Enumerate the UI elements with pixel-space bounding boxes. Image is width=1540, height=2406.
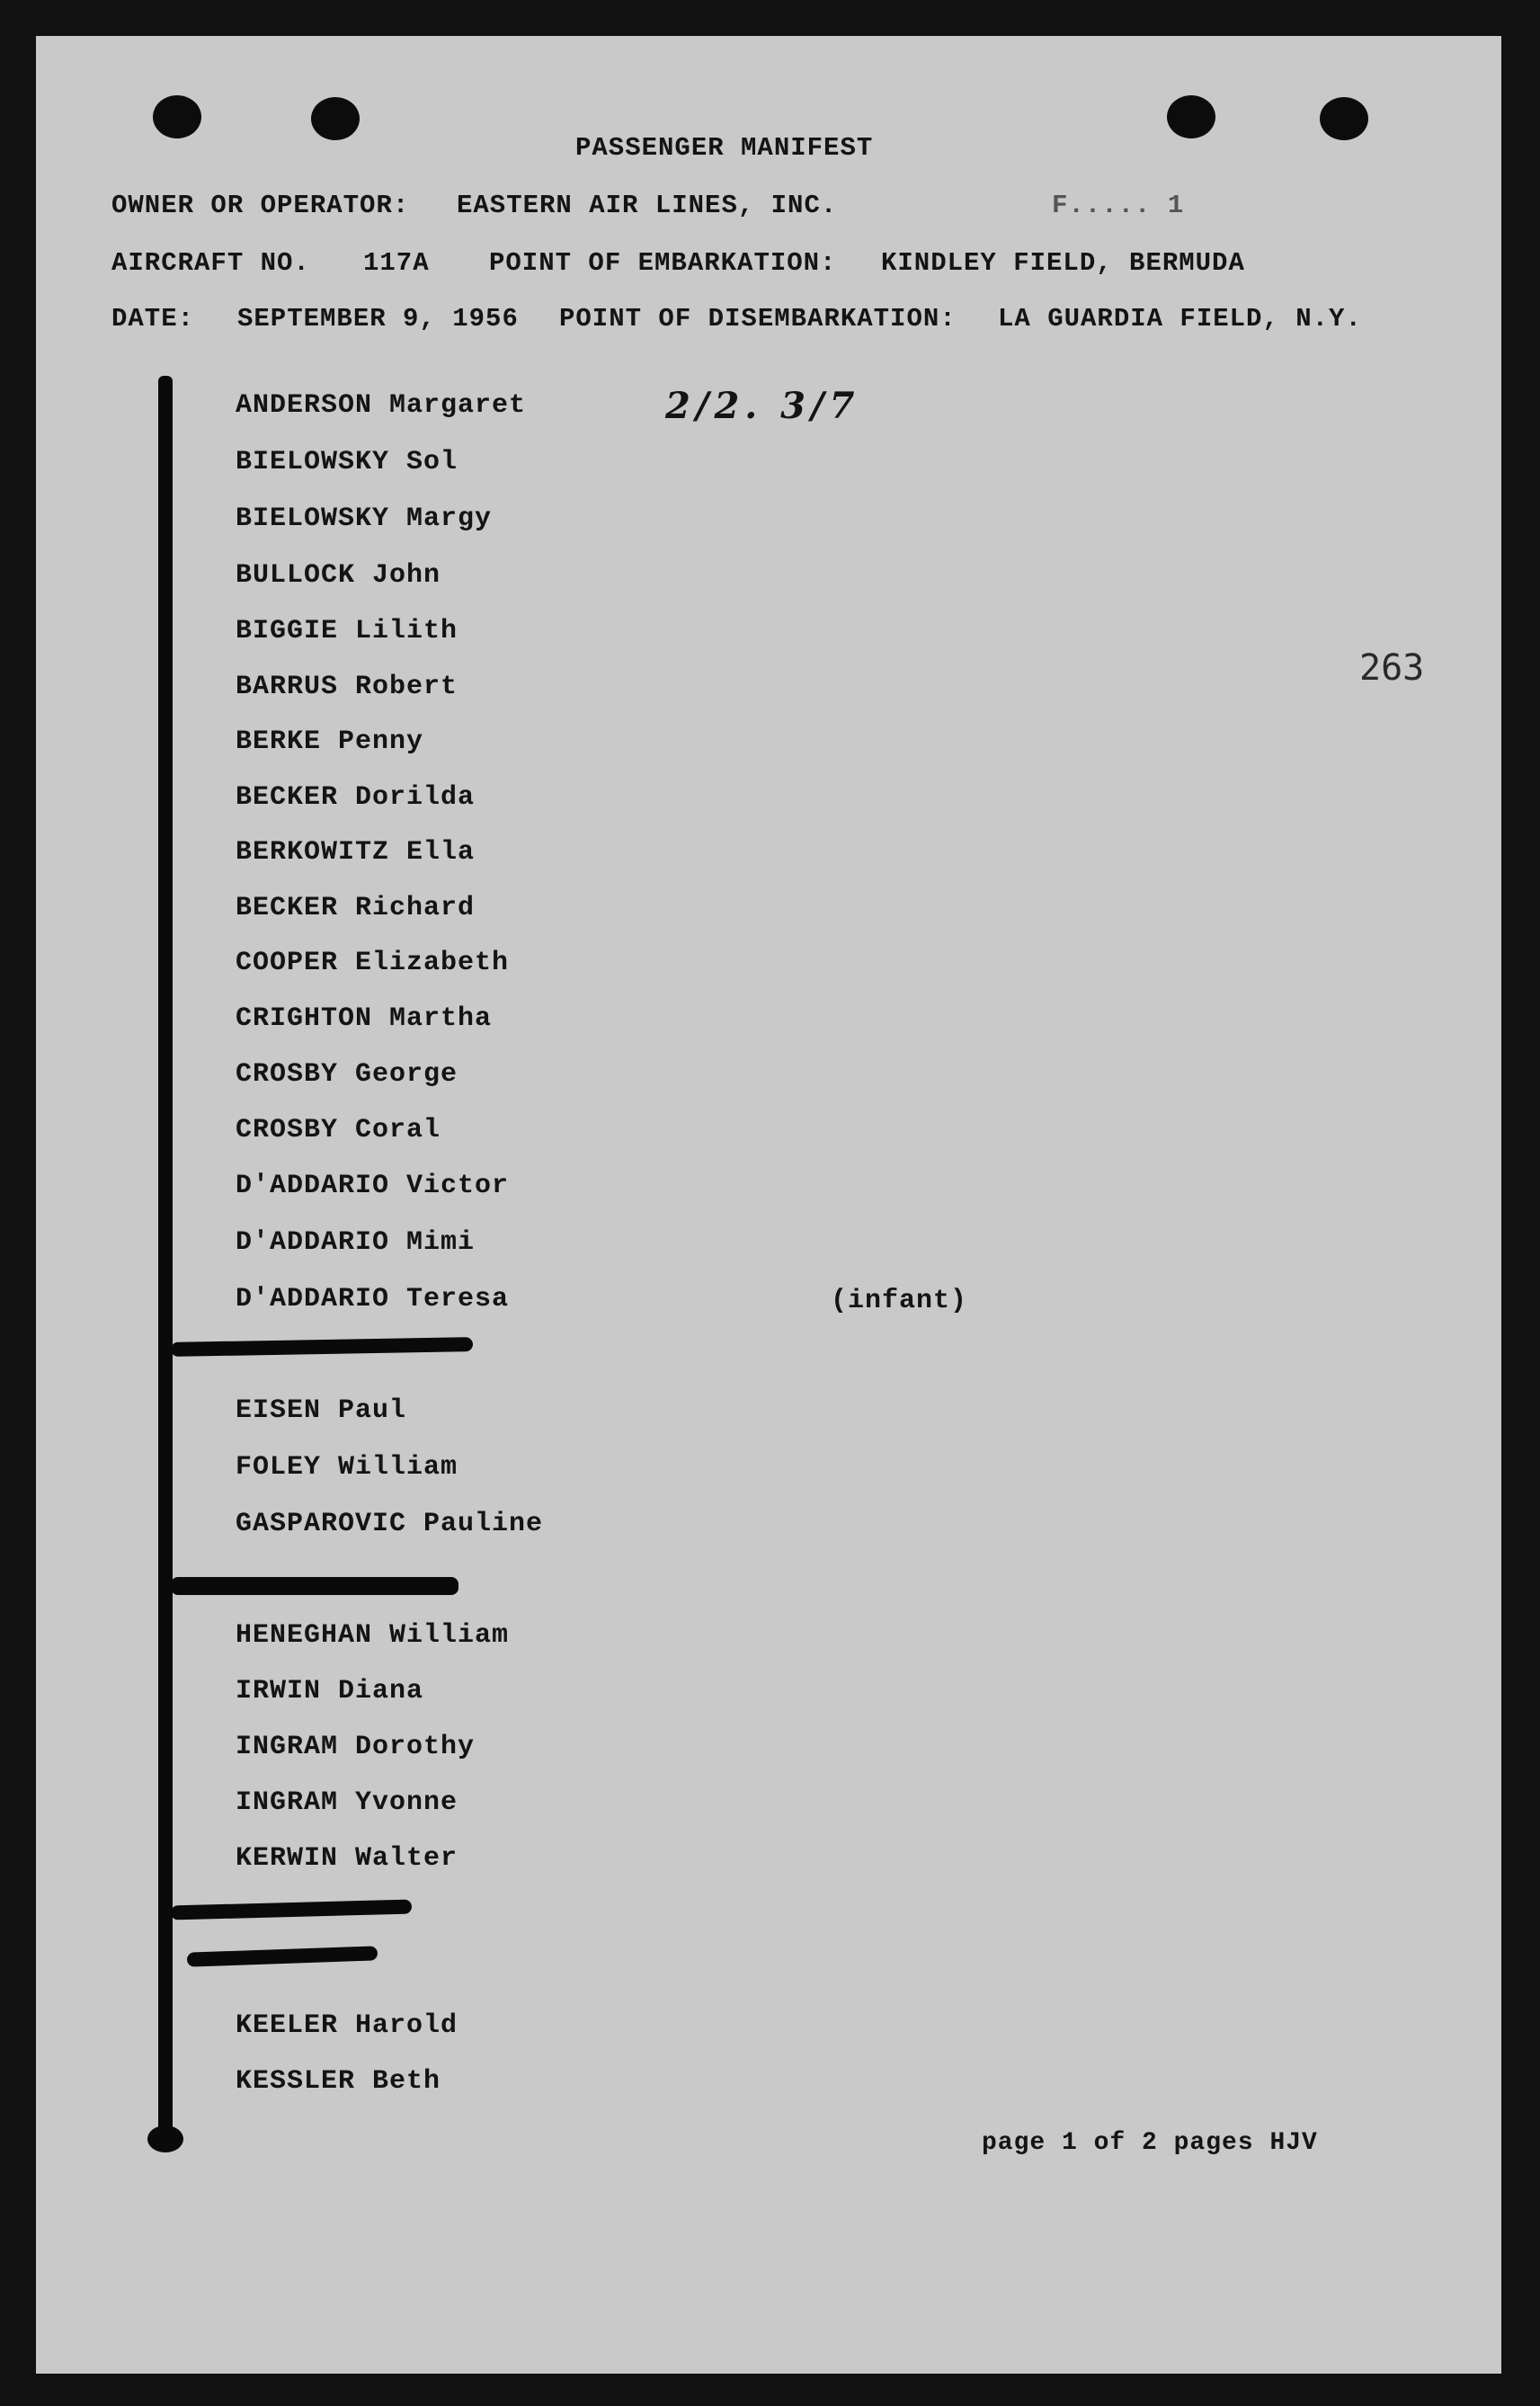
passenger-row: D'ADDARIO Mimi <box>236 1227 476 1258</box>
punch-hole <box>311 97 360 140</box>
passenger-row: BERKOWITZ Ella <box>236 837 476 868</box>
bracket-end-mark <box>147 2125 183 2152</box>
passenger-row: BARRUS Robert <box>236 672 458 702</box>
embarkation-label: POINT OF EMBARKATION: <box>489 248 837 278</box>
passenger-row: BIELOWSKY Margy <box>236 503 493 534</box>
passenger-row: INGRAM Yvonne <box>236 1787 458 1818</box>
passenger-row: BIGGIE Lilith <box>236 616 458 646</box>
strikeout-line <box>171 1577 458 1595</box>
punch-hole <box>1320 97 1368 140</box>
passenger-row: BULLOCK John <box>236 560 441 591</box>
strikeout-line <box>171 1899 412 1920</box>
embarkation-value: KINDLEY FIELD, BERMUDA <box>881 248 1245 278</box>
passenger-row: ANDERSON Margaret <box>236 390 527 421</box>
passenger-row: COOPER Elizabeth <box>236 948 510 978</box>
owner-value: EASTERN AIR LINES, INC. <box>457 191 838 220</box>
aircraft-value: 117A <box>363 248 430 278</box>
passenger-row: CROSBY Coral <box>236 1115 441 1145</box>
date-label: DATE: <box>111 304 195 334</box>
passenger-row: BECKER Richard <box>236 893 476 923</box>
page-footer: page 1 of 2 pages HJV <box>982 2129 1318 2157</box>
disembarkation-value: LA GUARDIA FIELD, N.Y. <box>998 304 1362 334</box>
passenger-row: BERKE Penny <box>236 726 424 757</box>
disembarkation-label: POINT OF DISEMBARKATION: <box>559 304 957 334</box>
passenger-row: D'ADDARIO Teresa <box>236 1284 510 1314</box>
passenger-row: FOLEY William <box>236 1452 458 1483</box>
flight-label: F..... 1 <box>1052 191 1185 220</box>
stamp-number: 263 <box>1359 647 1425 689</box>
manifest-page <box>36 36 1501 2374</box>
passenger-row: D'ADDARIO Victor <box>236 1171 510 1201</box>
punch-hole <box>1167 95 1215 138</box>
passenger-row: HENEGHAN William <box>236 1620 510 1651</box>
passenger-row: KEELER Harold <box>236 2010 458 2041</box>
passenger-row: CROSBY George <box>236 1059 458 1090</box>
passenger-row: EISEN Paul <box>236 1395 407 1426</box>
infant-note: (infant) <box>831 1286 968 1316</box>
manifest-title: PASSENGER MANIFEST <box>575 133 874 163</box>
passenger-row: IRWIN Diana <box>236 1676 424 1706</box>
date-value: SEPTEMBER 9, 1956 <box>237 304 519 334</box>
punch-hole <box>153 95 201 138</box>
aircraft-label: AIRCRAFT NO. <box>111 248 310 278</box>
handwritten-note: 2/2. 3/7 <box>665 385 860 427</box>
passenger-row: INGRAM Dorothy <box>236 1732 476 1762</box>
passenger-row: BECKER Dorilda <box>236 782 476 813</box>
passenger-row: CRIGHTON Martha <box>236 1003 493 1034</box>
passenger-row: KERWIN Walter <box>236 1843 458 1874</box>
passenger-row: KESSLER Beth <box>236 2066 441 2097</box>
strikeout-line <box>187 1946 378 1966</box>
owner-label: OWNER OR OPERATOR: <box>111 191 410 220</box>
passenger-row: BIELOWSKY Sol <box>236 447 458 477</box>
passenger-row: GASPAROVIC Pauline <box>236 1509 544 1539</box>
margin-bracket <box>158 376 173 2138</box>
strikeout-line <box>171 1337 473 1357</box>
